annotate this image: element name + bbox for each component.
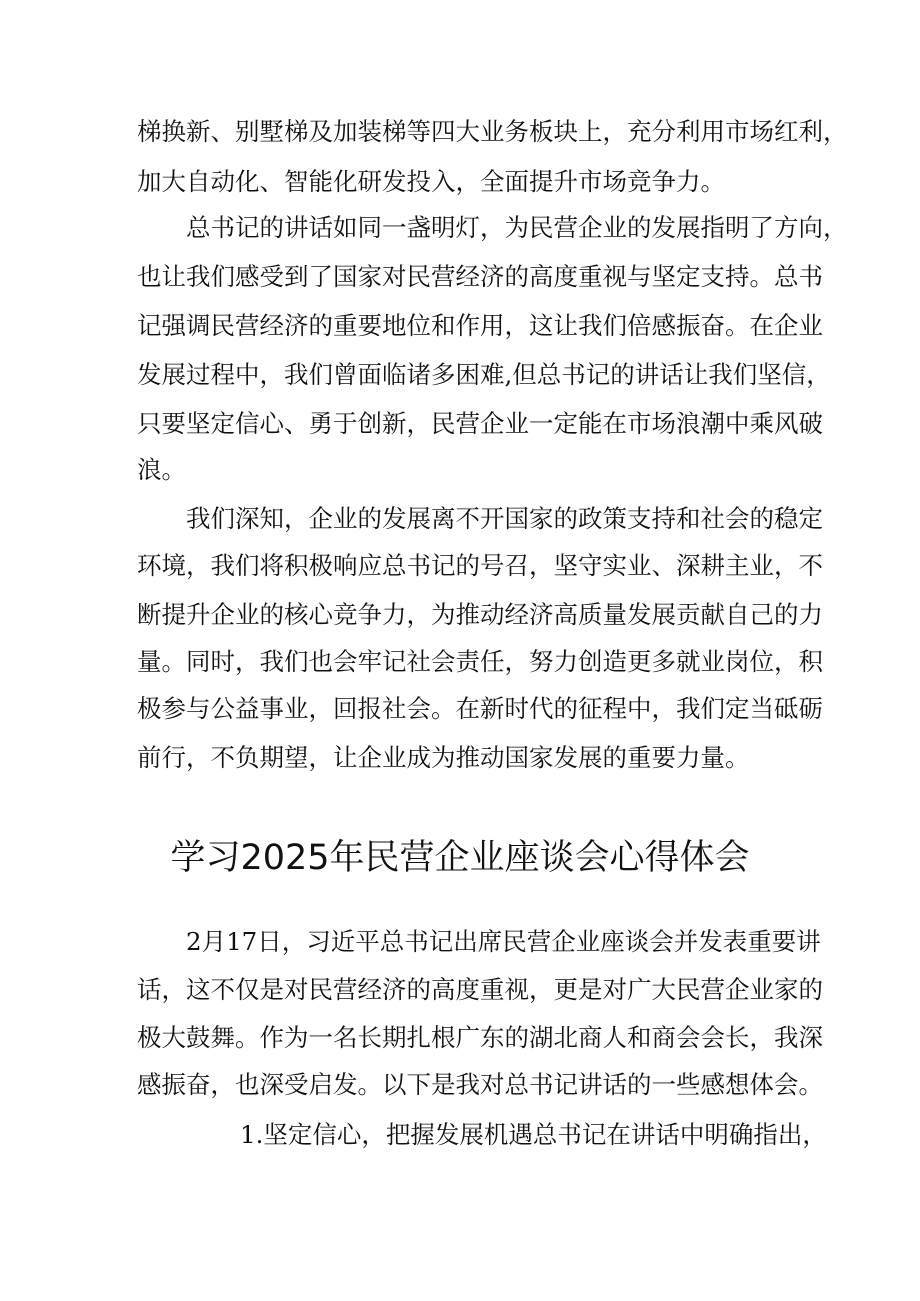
body-text-line: 发展过程中，我们曾面临诸多困难,但总书记的讲话让我们坚信， bbox=[137, 360, 831, 389]
article-title: 学习2025年民营企业座谈会心得体会 bbox=[170, 838, 750, 878]
body-text-line: 也让我们感受到了国家对民营经济的高度重视与坚定支持。总书 bbox=[137, 262, 823, 291]
body-text-line: 感振奋，也深受启发。以下是我对总书记讲话的一些感想体会。 bbox=[137, 1070, 823, 1099]
body-text-line: 只要坚定信心、勇于创新，民营企业一定能在市场浪潮中乘风破 bbox=[137, 409, 823, 438]
body-text-line: 极参与公益事业，回报社会。在新时代的征程中，我们定当砥砺 bbox=[137, 694, 823, 723]
body-text-line: 极大鼓舞。作为一名长期扎根广东的湖北商人和商会会长，我深 bbox=[137, 1023, 823, 1052]
body-text-line: 记强调民营经济的重要地位和作用，这让我们倍感振奋。在企业 bbox=[137, 311, 823, 340]
body-text-line: 话，这不仅是对民营经济的高度重视，更是对广大民营企业家的 bbox=[137, 975, 823, 1004]
section-heading-line: 1.坚定信心，把握发展机遇总书记在讲话中明确指出， bbox=[240, 1120, 827, 1149]
body-text-line: 浪。 bbox=[137, 455, 186, 484]
body-text-line: 环境，我们将积极响应总书记的号召，坚守实业、深耕主业，不 bbox=[137, 551, 823, 580]
body-text-line: 量。同时，我们也会牢记社会责任，努力创造更多就业岗位，积 bbox=[137, 647, 823, 676]
body-text-line: 梯换新、别墅梯及加装梯等四大业务板块上，充分利用市场红利， bbox=[137, 117, 848, 146]
body-text-line: 前行，不负期望，让企业成为推动国家发展的重要力量。 bbox=[137, 743, 750, 772]
paragraph-first-line: 我们深知，企业的发展离不开国家的政策支持和社会的稳定 bbox=[186, 504, 823, 533]
paragraph-first-line: 总书记的讲话如同一盏明灯，为民营企业的发展指明了方向， bbox=[186, 213, 848, 242]
body-text-line: 加大自动化、智能化研发投入，全面提升市场竞争力。 bbox=[137, 167, 725, 196]
body-text-line: 断提升企业的核心竞争力，为推动经济高质量发展贡献自己的力 bbox=[137, 600, 823, 629]
paragraph-first-line: 2月17日，习近平总书记出席民营企业座谈会并发表重要讲 bbox=[186, 927, 821, 956]
